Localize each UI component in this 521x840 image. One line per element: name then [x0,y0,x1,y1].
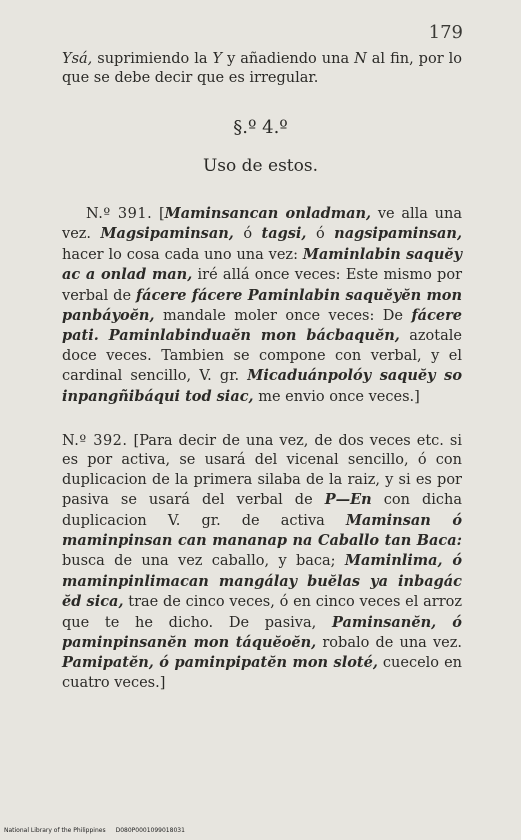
entry-391 [62,204,462,407]
intro-italic-1: Ysá, [62,51,93,67]
intro-italic-2: Y [212,51,223,67]
entry-392-term: Maminlima, ó maminpinlimacan mangálay buĕlas ya inbagác ĕd sica, [62,552,462,611]
footer-code: D080P0001099018031 [115,827,185,834]
entry-392-term: Maminsan ó maminpinsan can mananap na Caballo tan Baca: [62,511,462,550]
entry-391-term: nagsipaminsan, [334,225,462,243]
entry-391-text: mandale moler once veces: De [154,308,412,325]
entry-392-text: [Para decir de una vez, de dos veces etc. si es por activa, se usará del vicenal sencillo, ó con duplicacion de la primera silaba de la raiz, y si es por pasiva se usará del verbal de [62,433,462,509]
entry-391-text: hacer lo cosa cada uno una vez: [62,246,303,263]
page-number: 179 [428,22,463,43]
entry-391-text: iré allá once veces: Este mismo por verbal de [62,267,462,304]
section-mark: §.º 4.º [233,117,288,138]
entry-391-number: N.º 391. [86,206,153,222]
entry-391-text: ó [233,226,262,243]
entry-391-term: fácere pati. Paminlabinduaĕn mon bácbaquĕn, [62,307,462,345]
entry-391-text: [ [158,206,165,222]
intro-text-1: suprimiendo la [92,51,213,67]
footer-library: National Library of the Philippines [4,827,106,834]
entry-392-term: Pamipatĕn, ó paminpipatĕn mon sloté, [62,654,378,672]
entry-391-term: Maminsancan onladman, [164,205,372,222]
intro-paragraph [62,50,462,89]
intro-text-3: al fin, por lo que se debe decir que es irregular. [62,51,462,87]
entry-391-text: azotale doce veces. Tambien se compone con verbal, y el cardinal sencillo, V. gr. [62,328,462,385]
entry-392-text: con dicha duplicacion V. gr. de activa [62,492,463,529]
entry-391-text: me envio once veces.] [253,388,420,405]
entry-391-text: ó [306,226,335,243]
entry-391-term: Maminlabin saquĕy ac a onlad man, [62,245,463,284]
entry-391-term: Magsipaminsan, [100,225,234,243]
entry-392-term: Paminsanĕn, ó paminpinsanĕn mon táquĕoĕn, [62,613,462,652]
entry-392-text: trae de cinco veces, ó en cinco veces el arroz que te he dicho. De pasiva, [62,594,462,631]
entry-391-text: ve alla una vez. [62,206,462,243]
entry-392-text: busca de una vez caballo, y baca; [62,553,345,570]
entry-392-term: P—En [324,491,372,509]
entry-392-text: cuecelo en cuatro veces.] [62,655,462,691]
entry-392 [62,432,462,693]
entry-391-term: Micaduánpolóy saquĕy so inpangñibáqui tod siac, [62,367,462,405]
entry-392-text: robalo de una vez. [316,635,462,652]
scan-footer [4,827,195,834]
intro-italic-3: N [354,51,367,67]
intro-text-2: y añadiendo una [222,51,355,67]
section-title: Uso de estos. [202,156,318,176]
entry-391-term: tagsi, [261,225,307,243]
entry-391-term: fácere fácere Paminlabin saquĕyĕn mon panbáyoĕn, [62,286,462,325]
entry-392-number: N.º 392. [62,433,128,449]
